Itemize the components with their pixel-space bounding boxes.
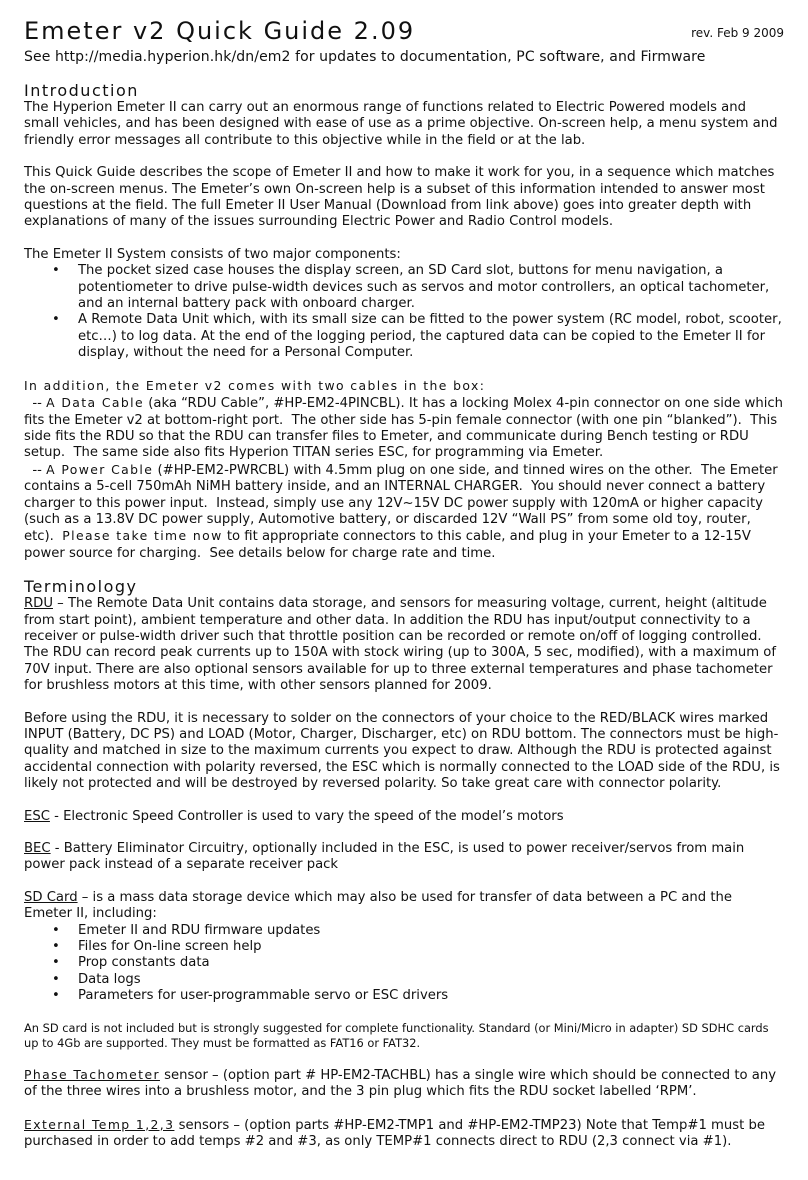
power-cable-paragraph xyxy=(24,462,784,562)
rdu-definition xyxy=(24,596,784,694)
bec-definition xyxy=(24,841,784,874)
document-title: Emeter v2 Quick Guide 2.09 xyxy=(24,17,416,45)
power-cable-prefix: -- xyxy=(24,462,47,478)
list-item: • A Remote Data Unit which, with its small size can be fitted to the power system (RC model, robot, scooter, etc…) to log data. At the end of the logging period, the captured data can be copied to the Emeter II for display, without the need for a Personal Computer. xyxy=(78,312,784,361)
rdu-text: – The Remote Data Unit contains data storage, and sensors for measuring voltage, current, height (altitude from start point), ambient temperature and other data. In addition the RDU has input/output connectivity to a receiver or pulse-width driver such that throttle position can be recorded or remote on/off of logging controlled. The RDU can record peak currents up to 150A with stock wiring (up to 300A, 5 sec, modified), with a maximum of 70V input. There are also optional sensors available for up to three external temperatures and phase tachometer for brushless motors at this time, with other sensors planned for 2009. xyxy=(24,596,776,694)
data-cable-paragraph xyxy=(24,395,788,462)
data-cable-text: (aka “RDU Cable”, #HP-EM2-4PINCBL). It has a locking Molex 4-pin connector on one side which fits the Emeter v2 at bottom-right port. The other side has 5-pin female connector (with one pin “blanked”). This side fits the RDU so that the RDU can transfer files to Emeter, and communicate during Bench testing or RDU setup. The same side also fits Hyperion TITAN series ESC, for programming via Emeter. xyxy=(24,396,788,461)
power-cable-label: A Power Cable xyxy=(46,461,154,477)
power-cable-tail: to fit appropriate connectors to this cable, and plug in your Emeter to a 12-15V power source for charging. See details below for charge rate and time. xyxy=(24,529,756,561)
phase-tach-definition xyxy=(24,1067,784,1101)
revision-date: rev. Feb 9 2009 xyxy=(691,26,784,40)
cables-intro-text: In addition, the Emeter v2 comes with two cables in the box: xyxy=(24,377,486,393)
power-cable-text: (#HP-EM2-PWRCBL) with 4.5mm plug on one side, and tinned wires on the other. The Emeter contains a 5-cell 750mAh NiMH battery inside, and an INTERNAL CHARGER. You should never connect a battery charger to this power input. Instead, simply use any 12V~15V DC power supply with 120mA or higher capacity (such as a 13.8V DC power supply, Automotive battery, or discarded 12V “Wall PS” from some old toy, router, etc). xyxy=(24,462,782,545)
list-item: • Prop constants data xyxy=(78,955,784,971)
esc-term: ESC xyxy=(24,808,50,824)
data-cable-prefix: -- xyxy=(24,396,47,412)
list-item: • Emeter II and RDU firmware updates xyxy=(78,923,784,939)
intro-paragraph-2: This Quick Guide describes the scope of Emeter II and how to make it work for you, in a sequence which matches the on-screen menus. The Emeter’s own On-screen help is a subset of this information intended to answer most questions at the field. The full Emeter II User Manual (Download from link above) goes into greater depth with explanations of many of the issues surrounding Electric Power and Radio Control models. xyxy=(24,165,775,230)
sd-card-definition xyxy=(24,890,784,923)
external-temp-definition xyxy=(24,1117,784,1151)
rdu-paragraph-2: Before using the RDU, it is necessary to solder on the connectors of your choice to the RED/BLACK wires marked INPUT (Battery, DC PS) and LOAD (Motor, Charger, Discharger, etc) on RDU bottom. The connectors must be high-quality and matched in size to the maximum currents you expect to draw. Although the RDU is protected against accidental connection with polarity reversed, the ESC which is normally connected to the LOAD side of the RDU, is likely not protected and will be destroyed by reversed polarity. So take great care with connector polarity. xyxy=(24,710,780,792)
list-item: • Data logs xyxy=(78,972,784,988)
rdu-term: RDU xyxy=(24,596,53,612)
terminology-heading: Terminology xyxy=(24,577,138,597)
intro-paragraph-3: The Emeter II System consists of two major components: xyxy=(24,246,401,262)
list-item: • Files for On-line screen help xyxy=(78,939,784,955)
components-list xyxy=(24,263,784,361)
introduction-heading: Introduction xyxy=(24,81,139,100)
sd-card-uses-list xyxy=(24,923,784,1005)
sd-card-term: SD Card xyxy=(24,889,78,905)
sd-card-note: An SD card is not included but is strongly suggested for complete functionality. Standard (or Mini/Micro in adapter) SD SDHC cards up to 4Gb are supported. They must be formatted as FAT16 or FAT32. xyxy=(24,1020,769,1050)
intro-paragraph-1: The Hyperion Emeter II can carry out an enormous range of functions related to Electric Powered models and small vehicles, and has been designed with ease of use as a prime objective. On-screen help, a menu system and friendly error messages all contribute to this objective while in the field or at the lab. xyxy=(24,100,778,148)
title-row xyxy=(24,0,784,46)
external-temp-term: External Temp 1,2,3 xyxy=(24,1116,175,1132)
sd-card-text: – is a mass data storage device which may also be used for transfer of data between a PC and the Emeter II, including: xyxy=(24,889,732,922)
updates-url-line: See http://media.hyperion.hk/dn/em2 for updates to documentation, PC software, and Firmware xyxy=(24,49,706,65)
bec-text: - Battery Eliminator Circuitry, optionally included in the ESC, is used to power receiver/servos from main power pack instead of a separate receiver pack xyxy=(24,841,745,873)
phase-tach-term: Phase Tachometer xyxy=(24,1066,160,1082)
list-item: • The pocket sized case houses the display screen, an SD Card slot, buttons for menu navigation, a potentiometer to drive pulse-width devices such as servos and motor controllers, an optical tachometer, and an internal battery pack with onboard charger. xyxy=(78,263,784,312)
esc-definition xyxy=(24,809,784,825)
list-item: • Parameters for user-programmable servo or ESC drivers xyxy=(78,988,784,1004)
power-cable-emphasis: Please take time now xyxy=(62,528,223,544)
cables-intro xyxy=(24,378,784,395)
esc-text: - Electronic Speed Controller is used to vary the speed of the model’s motors xyxy=(49,808,564,824)
phase-tach-text: sensor – (option part # HP-EM2-TACHBL) has a single wire which should be connected to any of the three wires into a brushless motor, and the 3 pin plug which fits the RDU socket labelled ‘RPM’. xyxy=(24,1067,776,1100)
bec-term: BEC xyxy=(24,841,51,857)
data-cable-label: A Data Cable xyxy=(46,395,145,411)
external-temp-text: sensors – (option parts #HP-EM2-TMP1 and #HP-EM2-TMP23) Note that Temp#1 must be purchased in order to add temps #2 and #3, as only TEMP#1 connects direct to RDU (2,3 connect via #1). xyxy=(24,1117,765,1149)
